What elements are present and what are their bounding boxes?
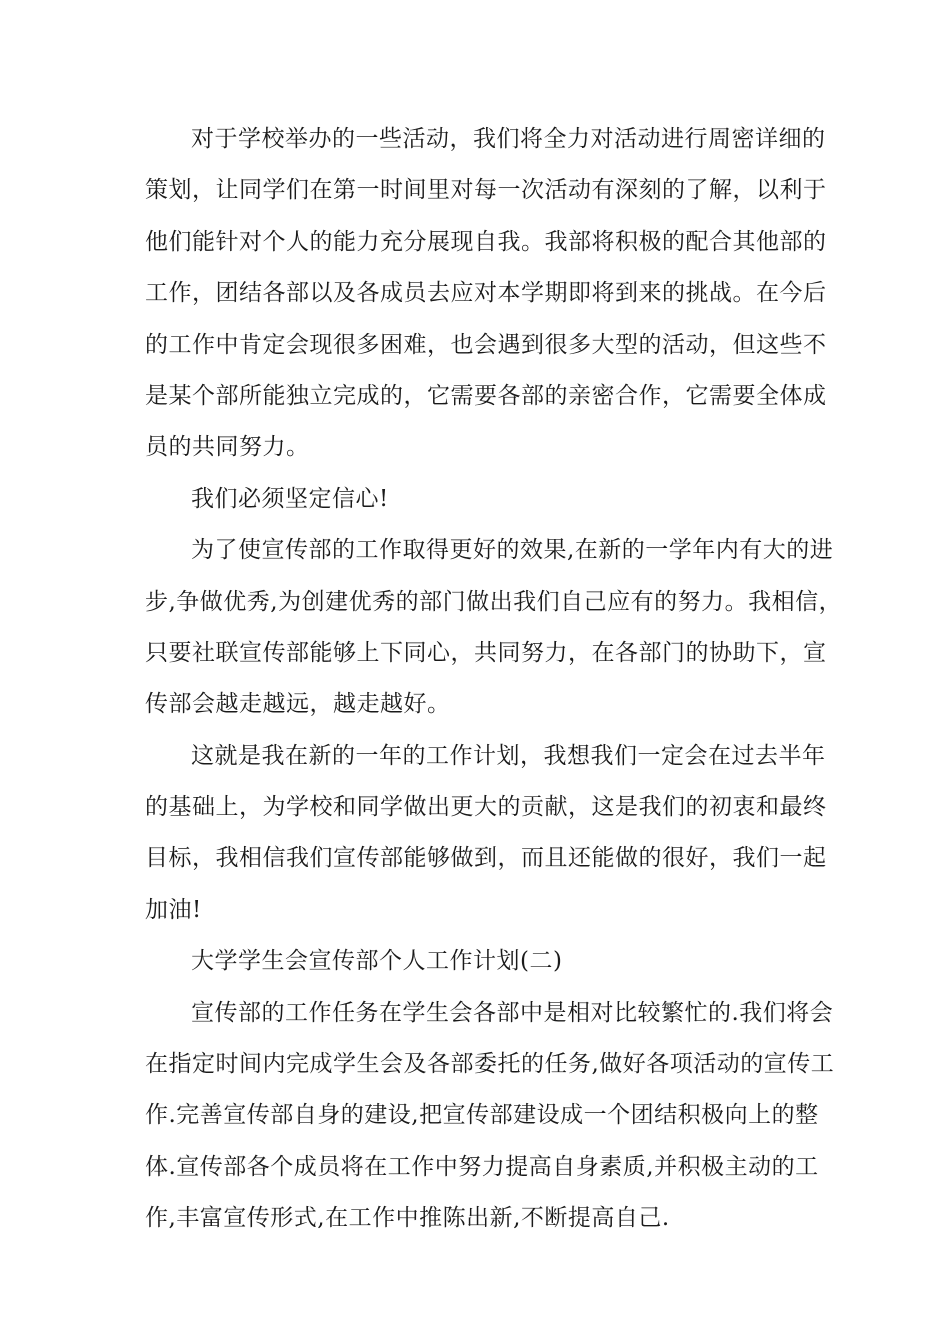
- paragraph-activities: [145, 114, 825, 474]
- text-line: 对于学校举办的一些活动，我们将全力对活动进行周密详细的: [191, 126, 826, 152]
- text-line: 步,争做优秀,为创建优秀的部门做出我们自己应有的努力。我相信，: [145, 588, 843, 615]
- text-line: 宣传部的工作任务在学生会各部中是相对比较繁忙的.我们将会: [191, 999, 834, 1026]
- text-line: 作.完善宣传部自身的建设,把宣传部建设成一个团结积极向上的整: [145, 1102, 819, 1129]
- text-line: 作,丰富宣传形式,在工作中推陈出新,不断提高自己.: [145, 1205, 670, 1232]
- text-line: 在指定时间内完成学生会及各部委托的任务,做好各项活动的宣传工: [145, 1051, 835, 1078]
- text-line: 加油!: [145, 896, 202, 923]
- paragraph-progress: [145, 525, 843, 731]
- paragraph-department-tasks: [145, 988, 835, 1245]
- paragraph-confidence: [145, 474, 825, 525]
- document-body: [145, 114, 843, 1245]
- paragraph-plan-summary: [145, 731, 825, 937]
- text-line: 策划，让同学们在第一时间里对每一次活动有深刻的了解，以利于: [145, 177, 827, 204]
- text-line: 为了使宣传部的工作取得更好的效果,在新的一学年内有大的进: [191, 537, 834, 564]
- text-line: 传部会越走越远，越走越好。: [145, 691, 451, 718]
- text-line: 的工作中肯定会现很多困难，也会遇到很多大型的活动，但这些不: [145, 331, 827, 358]
- text-line: 的基础上，为学校和同学做出更大的贡献，这是我们的初衷和最终: [145, 794, 827, 821]
- text-line: 工作，团结各部以及各成员去应对本学期即将到来的挑战。在今后: [145, 280, 827, 307]
- text-line: 员的共同努力。: [145, 434, 310, 461]
- heading-text: 大学学生会宣传部个人工作计划(二): [191, 948, 563, 975]
- text-line: 目标，我相信我们宣传部能够做到，而且还能做的很好，我们一起: [145, 845, 827, 872]
- text-line: 只要社联宣传部能够上下同心，共同努力，在各部门的协助下，宣: [145, 639, 827, 666]
- text-line: 这就是我在新的一年的工作计划，我想我们一定会在过去半年: [191, 742, 826, 769]
- text-line: 我们必须坚定信心!: [191, 485, 389, 512]
- section-heading: [145, 936, 825, 987]
- text-line: 他们能针对个人的能力充分展现自我。我部将积极的配合其他部的: [145, 228, 827, 255]
- text-line: 是某个部所能独立完成的，它需要各部的亲密合作，它需要全体成: [145, 382, 827, 409]
- text-line: 体.宣传部各个成员将在工作中努力提高自身素质,并积极主动的工: [145, 1153, 819, 1180]
